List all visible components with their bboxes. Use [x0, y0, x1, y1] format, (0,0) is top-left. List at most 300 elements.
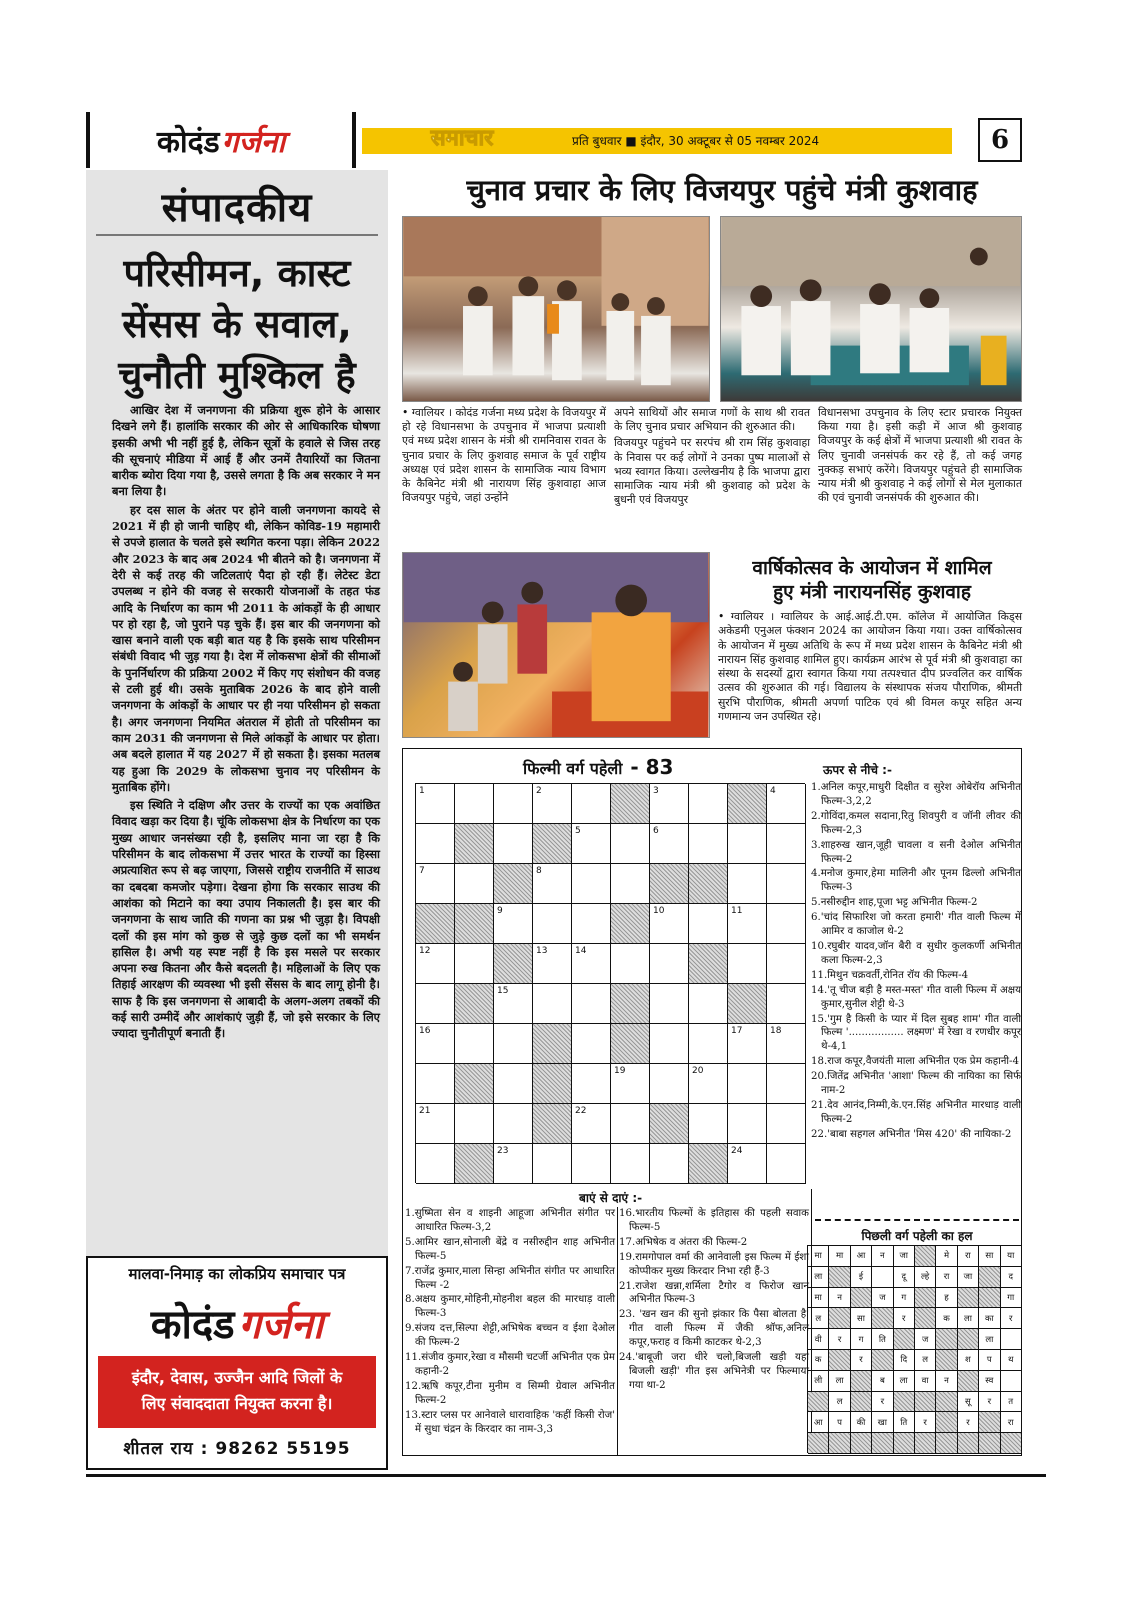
solution-cell: रा: [958, 1246, 979, 1267]
masthead: [86, 112, 1046, 168]
blocked-cell: [958, 1433, 979, 1454]
solution-cell: र: [872, 1392, 893, 1413]
down-clues: [811, 781, 1021, 1143]
solution-cell: या: [1001, 1246, 1022, 1267]
clue-item: 24.'बाबूजी जरा धीरे चलो,बिजली खड़ी यहां बिजली खड़ी' गीत इस अभिनेत्री पर फिल्माया गया था-2: [619, 1352, 809, 1391]
grid-cell[interactable]: [416, 1144, 455, 1184]
blocked-cell: [894, 1433, 915, 1454]
grid-cell[interactable]: [728, 904, 767, 944]
grid-cell[interactable]: [650, 984, 689, 1024]
cell-number: 1: [419, 786, 425, 796]
solution-cell: वा: [915, 1371, 936, 1392]
grid-cell[interactable]: [728, 1104, 767, 1144]
ad-logo: [98, 1294, 376, 1350]
paragraph: इस स्थिति ने दक्षिण और उत्तर के राज्यों का एक अवांछित विवाद खड़ा कर दिया है। चूंकि लोकसभा क्षेत्र के निर्धारण का एक मुख्य आधार जनसंख्या रही है, इसलिए माना जा रहा है कि परिसीमन के बाद लोकसभा में उत्तर भारत के राज्यों का हिस्सा अप्रत्याशित रूप से बढ़ जाएगा, जिससे राष्ट्रीय राजनीति में साउथ का दबदबा कमजोर पड़ेगा। देखना होगा कि सरकार साउथ की आशंका को मिटाने का क्या उपाय निकालती है। इस बार की जनगणना के साथ जाति की गणना का प्रश्न भी जुड़ा है। विपक्षी दलों की इस मांग को कुछ से जुड़े कुछ दलों का भी समर्थन हासिल है। अभी यह स्पष्ट नहीं है कि इस मसले पर सरकार अपना रुख कितना और कैसे बदलती है। महिलाओं के लिए एक तिहाई आरक्षण की व्यवस्था भी इसी सेंसस के बाद लागू होनी है। साफ है कि इस जनगणना से आबादी के अलग-अलग तबकों की कई सारी उम्मीदें और आशंकाएं जुड़ी हैं, जो इसे सरकार के लिए ज्यादा चुनौतीपूर्ण बनाती हैं।: [112, 798, 381, 1041]
grid-cell[interactable]: [494, 824, 533, 864]
clue-item: 3.शाहरुख खान,जूही चावला व सनी देओल अभिनीत फिल्म-2: [811, 839, 1021, 865]
grid-cell[interactable]: [611, 1144, 650, 1184]
grid-cell[interactable]: [572, 984, 611, 1024]
grid-cell[interactable]: [455, 864, 494, 904]
solution-cell: खा: [872, 1412, 893, 1433]
solution-cell: [1001, 1371, 1022, 1392]
clue-item: 15.'गुम है किसी के प्यार में दिल सुबह शाम' गीत वाली फिल्म '................. लक्ष्मण' में रेखा व रणधीर कपूर थे-4,1: [811, 1013, 1021, 1053]
blocked-cell: [872, 1350, 893, 1371]
clue-item: 7.राजेंद्र कुमार,माला सिन्हा अभिनीत संगीत पर आधारित फिल्म -2: [405, 1265, 615, 1291]
blocked-cell: [915, 1246, 936, 1267]
solution-cell: र: [979, 1392, 1000, 1413]
grid-cell[interactable]: [767, 1024, 806, 1064]
blocked-cell: [611, 1024, 650, 1064]
blocked-cell: [808, 1433, 829, 1454]
blocked-cell: [872, 1433, 893, 1454]
blocked-cell: [851, 1371, 872, 1392]
blocked-cell: [829, 1267, 850, 1288]
solution-cell: ज: [915, 1329, 936, 1350]
paragraph: हर दस साल के अंतर पर होने वाली जनगणना कायदे से 2021 में ही हो जानी चाहिए थी, लेकिन कोविड-19 महामारी से उपजे हालात के चलते इसे स्थगित करना पड़ा। लेकिन 2022 और 2023 के बाद अब 2024 भी बीतने को है। जनगणना में देरी से कई तरह की जटिलताएं पैदा हो रही हैं। लेटेस्ट डेटा उपलब्ध न होने की वजह से सरकारी योजनाओं के तहत फंड आदि के निर्धारण का काम भी 2011 के आंकड़ों के ही आधार पर हो रहा है, जो पुराने पड़ चुके हैं। इस बार की जनगणना को खास बनाने वाली एक बड़ी बात यह है कि इसके साथ परिसीमन संबंधी विवाद भी जुड़ गया है। देश में लोकसभा क्षेत्रों की सीमाओं के पुनर्निर्धारण की प्रक्रिया 2002 में किए गए संशोधन की वजह से टली हुई थी। उसके मुताबिक 2026 के बाद होने वाली जनगणना के आंकड़ों के आधार पर ही नया परिसीमन हो सकता है। अगर जनगणना नियमित अंतराल में होती तो परिसीमन का काम 2031 की जनगणना से मिले आंकड़ों के आधार पर होता। अब बदले हालात में यह 2027 में हो सकता है। इसका मतलब यह हुआ कि 2029 के लोकसभा चुनाव नए परिसीमन के मुताबिक होंगे।: [112, 502, 380, 794]
blocked-cell: [894, 1392, 915, 1413]
blocked-cell: [689, 944, 728, 984]
blocked-cell: [533, 1064, 572, 1104]
paragraph: अपने साथियों और समाज गणों के साथ श्री रावत के लिए चुनाव प्रचार अभियान की शुरुआत की।: [614, 406, 810, 434]
blocked-cell: [650, 1104, 689, 1144]
grid-cell[interactable]: [533, 984, 572, 1024]
grid-cell[interactable]: [455, 784, 494, 824]
blocked-cell: [611, 904, 650, 944]
clue-item: 6.'चांद सिफारिश जो करता हमारी' गीत वाली फिल्म में आमिर व काजोल थे-2: [811, 912, 1021, 938]
grid-cell[interactable]: [650, 944, 689, 984]
grid-cell[interactable]: [494, 1104, 533, 1144]
solution-cell: सू: [958, 1392, 979, 1413]
solution-cell: प: [829, 1412, 850, 1433]
solution-cell: सा: [851, 1308, 872, 1329]
grid-cell[interactable]: [767, 864, 806, 904]
solution-cell: र: [958, 1412, 979, 1433]
blocked-cell: [455, 904, 494, 944]
clue-item: 11.मिथुन चक्रवर्ती,रोनित रॉय की फिल्म-4: [811, 969, 969, 981]
cell-number: 5: [575, 826, 581, 836]
story-headline[interactable]: [722, 556, 1022, 604]
photo-figures: [403, 553, 709, 737]
story-column: [614, 406, 810, 509]
clue-item: 10.रघुबीर यादव,जॉन बैरी व सुधीर कुलकर्णी अभिनीत कला फिल्म-2,3: [811, 940, 1021, 966]
paragraph: • ग्वालियर । कोदंड गर्जना मध्य प्रदेश के विजयपुर में हो रहे विधानसभा के उपचुनाव में भाजपा प्रत्याशी एवं मध्य प्रदेश शासन के मंत्री श्री रामनिवास रावत के चुनाव प्रचार के लिए कुशवाह समाज के पूर्व राष्ट्रीय अध्यक्ष एवं प्रदेश शासन के सामाजिक न्याय विभाग के कैबिनेट मंत्री श्री नारायण सिंह कुशवाहा आज विजयपुर पहुंचे, जहां उन्होंने: [402, 406, 606, 505]
grid-cell[interactable]: [416, 864, 455, 904]
cell-number: 6: [653, 826, 659, 836]
grid-cell[interactable]: [728, 1144, 767, 1184]
grid-cell[interactable]: [416, 944, 455, 984]
blocked-cell: [958, 1329, 979, 1350]
logo-text-right: गर्जना: [238, 1301, 324, 1348]
grid-cell[interactable]: [611, 944, 650, 984]
logo-text-left: कोदंड: [150, 1301, 235, 1348]
advertisement[interactable]: [86, 1256, 388, 1470]
solution-cell: प: [979, 1350, 1000, 1371]
blocked-cell: [689, 864, 728, 904]
cell-number: 11: [731, 906, 743, 916]
page-number: 6: [978, 118, 1022, 162]
grid-cell[interactable]: [572, 904, 611, 944]
blocked-cell: [494, 944, 533, 984]
solution-cell: मा: [808, 1288, 829, 1309]
blocked-cell: [936, 1412, 957, 1433]
blocked-cell: [689, 1144, 728, 1184]
grid-cell[interactable]: [572, 1024, 611, 1064]
blocked-cell: [533, 824, 572, 864]
solution-cell: का: [979, 1308, 1000, 1329]
grid-cell[interactable]: [494, 1024, 533, 1064]
solution-cell: आ: [851, 1246, 872, 1267]
solution-cell: ल: [808, 1308, 829, 1329]
solution-cell: र: [1001, 1308, 1022, 1329]
grid-cell[interactable]: [728, 864, 767, 904]
grid-cell[interactable]: [494, 1064, 533, 1104]
across-clues: [619, 1207, 809, 1394]
grid-cell[interactable]: [494, 784, 533, 824]
grid-cell[interactable]: [728, 944, 767, 984]
grid-cell[interactable]: [650, 784, 689, 824]
clue-item: 13.स्टार प्लस पर आनेवाले धारावाहिक 'कहीं किसी रोज' में सुधा चंद्रन के किरदार का नाम-3,3: [405, 1409, 615, 1435]
grid-cell[interactable]: [455, 944, 494, 984]
solution-cell: सा: [979, 1246, 1000, 1267]
grid-cell[interactable]: [572, 1104, 611, 1144]
clue-item: 5.नसीरुद्दीन शाह,पूजा भट्ट अभिनीत फिल्म-2: [811, 897, 978, 909]
cell-number: 9: [497, 906, 503, 916]
grid-cell[interactable]: [572, 1144, 611, 1184]
solution-cell: मा: [808, 1246, 829, 1267]
solution-cell: रा: [936, 1267, 957, 1288]
solution-cell: ल: [915, 1350, 936, 1371]
cell-number: 23: [497, 1146, 509, 1156]
blocked-cell: [915, 1392, 936, 1413]
cell-number: 18: [770, 1026, 782, 1036]
blocked-cell: [533, 1104, 572, 1144]
solution-cell: न: [936, 1371, 957, 1392]
cell-number: 24: [731, 1146, 743, 1156]
cell-number: 21: [419, 1106, 431, 1116]
blocked-cell: [494, 864, 533, 904]
ad-contact: शीतल राय : 98262 55195: [123, 1439, 351, 1459]
solution-cell: ला: [894, 1371, 915, 1392]
blocked-cell: [611, 784, 650, 824]
blocked-cell: [851, 1392, 872, 1413]
solution-cell: त: [1001, 1392, 1022, 1413]
solution-cell: ल्हे: [915, 1267, 936, 1288]
photo-figures: [403, 217, 709, 401]
solution-cell: दू: [894, 1267, 915, 1288]
puzzle-title: [523, 755, 673, 779]
grid-cell[interactable]: [416, 984, 455, 1024]
header-band: [362, 128, 952, 154]
across-clues-title: बाएं से दाएं :-: [579, 1191, 643, 1205]
grid-cell[interactable]: [611, 864, 650, 904]
solution-cell: रा: [1001, 1412, 1022, 1433]
solution-cell: आ: [808, 1412, 829, 1433]
grid-cell[interactable]: [416, 824, 455, 864]
blocked-cell: [958, 1371, 979, 1392]
grid-cell[interactable]: [689, 1104, 728, 1144]
grid-cell[interactable]: [728, 1064, 767, 1104]
headline-line: चुनौती मुश्किल है: [118, 353, 356, 397]
solution-cell: [1001, 1329, 1022, 1350]
cell-number: 20: [692, 1066, 704, 1076]
grid-cell[interactable]: [572, 864, 611, 904]
blocked-cell: [915, 1308, 936, 1329]
blocked-cell: [455, 984, 494, 1024]
grid-cell[interactable]: [689, 904, 728, 944]
grid-cell[interactable]: [611, 824, 650, 864]
grid-cell[interactable]: [533, 1144, 572, 1184]
grid-cell[interactable]: [611, 1104, 650, 1144]
paragraph: आखिर देश में जनगणना की प्रक्रिया शुरू होने के आसार दिखने लगे हैं। हालांकि सरकार की ओर से आधिकारिक घोषणा इसकी अभी भी नहीं हुई है, लेकिन सूत्रों के हवाले से जिस तरह की सूचनाएं मीडिया में आई हैं और उनमें तैयारियों का जितना बारीक ब्योरा दिया गया है, उससे लगता है कि अब सरकार ने मन बना लिया है।: [112, 403, 380, 499]
blocked-cell: [979, 1267, 1000, 1288]
grid-cell[interactable]: [767, 944, 806, 984]
blocked-cell: [650, 864, 689, 904]
grid-cell[interactable]: [572, 1064, 611, 1104]
grid-cell[interactable]: [689, 1064, 728, 1104]
blocked-cell: [851, 1433, 872, 1454]
news-photo: [402, 552, 710, 738]
cell-number: 12: [419, 946, 431, 956]
solution-cell: स्व: [979, 1371, 1000, 1392]
grid-cell[interactable]: [416, 784, 455, 824]
story-body: • ग्वालियर । ग्वालियर के आई.आई.टी.एम. कॉलेज में आयोजित किड्स अकेडमी एनुअल फंक्शन 2024 का आयोजन किया गया। उक्त वार्षिकोत्सव के आयोजन में मुख्य अतिथि के रूप में मध्य प्रदेश शासन के कैबिनेट मंत्री श्री नारायन सिंह कुशवाह शामिल हुए। कार्यक्रम आरंभ से पूर्व मंत्री श्री कुशवाहा का संस्था के सदस्यों द्वारा स्वागत किया गया तत्पश्चात दीप प्रज्वलित कर वार्षिक उत्सव की शुरुआत की गई। विद्यालय के संस्थापक संजय पौराणिक, श्रीमती सुरभि पौराणिक, श्रीमती अपर्णा पाटिक एवं श्री विमल कपूर सहित अन्य गणमान्य जन उपस्थित रहे।: [718, 610, 1022, 724]
news-photo: [720, 216, 1022, 402]
blocked-cell: [936, 1329, 957, 1350]
solution-cell: ला: [829, 1371, 850, 1392]
grid-cell[interactable]: [533, 864, 572, 904]
solution-cell: जा: [958, 1267, 979, 1288]
clue-item: 2.गोविंदा,कमल सदाना,रितु शिवपुरी व जॉनी लीवर की फिल्म-2,3: [811, 810, 1021, 836]
solution-cell: थ: [1001, 1350, 1022, 1371]
clue-item: 9.संजय दत्त,सिल्पा शेट्टी,अभिषेक बच्चन व ईशा देओल की फिल्म-2: [405, 1323, 615, 1349]
solution-cell: ज: [872, 1288, 893, 1309]
grid-cell[interactable]: [767, 1144, 806, 1184]
newspaper-logo[interactable]: [86, 112, 356, 168]
headline-line: परिसीमन, कास्ट: [123, 251, 351, 295]
cell-number: 4: [770, 786, 776, 796]
blocked-cell: [894, 1329, 915, 1350]
blocked-cell: [455, 824, 494, 864]
solution-cell: ब: [872, 1371, 893, 1392]
grid-cell[interactable]: [494, 984, 533, 1024]
grid-cell[interactable]: [767, 824, 806, 864]
section-label: समाचार: [430, 126, 494, 151]
grid-cell[interactable]: [533, 784, 572, 824]
grid-cell[interactable]: [767, 784, 806, 824]
across-clues: [405, 1207, 615, 1438]
blocked-cell: [728, 984, 767, 1024]
blocked-cell: [829, 1350, 850, 1371]
solution-cell: की: [851, 1412, 872, 1433]
divider: [617, 1207, 618, 1455]
logo-text-right: गर्जना: [221, 124, 286, 160]
solution-cell: मे: [936, 1246, 957, 1267]
paragraph: विजयपुर पहुंचने पर सरपंच श्री राम सिंह कुशवाहा के निवास पर कई लोगों ने उनका पुष्प मालाओं से भव्य स्वागत किया। उल्लेखनीय है कि भाजपा द्वारा सामाजिक न्याय मंत्री श्री कुशवाह को प्रदेश के बुधनी एवं विजयपुर: [614, 436, 810, 507]
grid-cell[interactable]: [767, 904, 806, 944]
grid-cell[interactable]: [572, 944, 611, 984]
cell-number: 2: [536, 786, 542, 796]
solution-cell: ला: [958, 1308, 979, 1329]
solution-cell: ति: [894, 1412, 915, 1433]
solution-cell: ला: [979, 1329, 1000, 1350]
blocked-cell: [872, 1308, 893, 1329]
clue-item: 19.रामगोपाल वर्मा की आनेवाली इस फिल्म में ईशा कोप्पीकर मुख्य किरदार निभा रही हैं-3: [619, 1251, 809, 1277]
grid-cell[interactable]: [455, 1104, 494, 1144]
previous-solution-title: पिछली वर्ग पहेली का हल: [861, 1229, 973, 1243]
story-column: [402, 406, 606, 507]
headline-line: वार्षिकोत्सव के आयोजन में शामिल: [752, 557, 992, 579]
cell-number: 14: [575, 946, 587, 956]
grid-cell[interactable]: [494, 1144, 533, 1184]
grid-cell[interactable]: [416, 1024, 455, 1064]
grid-cell[interactable]: [416, 1064, 455, 1104]
ad-callout-line: इंदौर, देवास, उज्जैन आदि जिलों के: [131, 1368, 343, 1387]
blocked-cell: [851, 1288, 872, 1309]
grid-cell[interactable]: [416, 1104, 455, 1144]
blocked-cell: [915, 1433, 936, 1454]
clue-item: 21.देव आनंद,निम्मी,के.एन.सिंह अभिनीत मारधाड़ वाली फिल्म-2: [811, 1099, 1021, 1125]
solution-cell: क: [936, 1308, 957, 1329]
page-bottom-rule: [86, 1474, 1046, 1477]
solution-cell: र: [851, 1350, 872, 1371]
blocked-cell: [611, 984, 650, 1024]
solution-cell: श: [958, 1350, 979, 1371]
clue-item: 12.ऋषि कपूर,टीना मुनीम व सिम्मी ग्रेवाल अभिनीत फिल्म-2: [405, 1380, 615, 1406]
blocked-cell: [416, 904, 455, 944]
clue-item: 17.अभिषेक व अंतरा की फिल्म-2: [619, 1236, 748, 1248]
cell-number: 13: [536, 946, 548, 956]
previous-solution-grid: [807, 1245, 1021, 1453]
grid-cell[interactable]: [572, 784, 611, 824]
solution-cell: जा: [894, 1246, 915, 1267]
news-photo: [402, 216, 710, 402]
grid-cell[interactable]: [650, 1024, 689, 1064]
headline-line: हुए मंत्री नारायनसिंह कुशवाह: [773, 581, 971, 603]
clue-item: 1.अनिल कपूर,माधुरी दिक्षीत व सुरेश ओबेरॉय अभिनीत फिल्म-3,2,2: [811, 782, 1021, 807]
grid-cell[interactable]: [650, 1064, 689, 1104]
story-headline[interactable]: चुनाव प्रचार के लिए विजयपुर पहुंचे मंत्री कुशवाह: [466, 173, 978, 207]
cell-number: 15: [497, 986, 509, 996]
grid-cell[interactable]: [650, 824, 689, 864]
solution-cell: न: [872, 1246, 893, 1267]
grid-cell[interactable]: [689, 784, 728, 824]
grid-cell[interactable]: [533, 944, 572, 984]
story-column: [818, 406, 1022, 507]
solution-cell: क: [808, 1350, 829, 1371]
solution-cell: ति: [872, 1329, 893, 1350]
down-clues-title: ऊपर से नीचे :-: [823, 763, 892, 777]
ad-callout: [98, 1356, 376, 1428]
dateline: प्रति बुधवार ■ इंदौर, 30 अक्टूबर से 05 नवम्बर 2024: [572, 134, 820, 148]
cell-number: 19: [614, 1066, 626, 1076]
logo-text-left: कोदंड: [156, 124, 220, 160]
grid-cell[interactable]: [767, 1104, 806, 1144]
clue-item: 18.राज कपूर,वैजयंती माला अभिनीत एक प्रेम कहानी-4: [811, 1056, 1019, 1068]
blocked-cell: [915, 1288, 936, 1309]
solution-cell: र: [829, 1329, 850, 1350]
grid-cell[interactable]: [689, 1024, 728, 1064]
grid-cell[interactable]: [767, 984, 806, 1024]
grid-cell[interactable]: [572, 824, 611, 864]
grid-cell[interactable]: [650, 1144, 689, 1184]
grid-cell[interactable]: [728, 824, 767, 864]
solution-cell: वी: [808, 1329, 829, 1350]
cell-number: 16: [419, 1026, 431, 1036]
ad-tagline: मालवा-निमाड़ का लोकप्रिय समाचार पत्र: [128, 1265, 346, 1283]
blocked-cell: [936, 1433, 957, 1454]
solution-cell: ली: [808, 1371, 829, 1392]
blocked-cell: [455, 1064, 494, 1104]
solution-cell: दि: [894, 1350, 915, 1371]
cell-number: 8: [536, 866, 542, 876]
crossword-puzzle: [402, 748, 1022, 1456]
clue-item: 1.सुष्मिता सेन व शाइनी आहूजा अभिनीत संगीत पर आधारित फिल्म-3,2: [405, 1208, 615, 1233]
blocked-cell: [936, 1350, 957, 1371]
paragraph: विधानसभा उपचुनाव के लिए स्टार प्रचारक नियुक्त किया गया है। इसी कड़ी में आज श्री कुशवाह विजयपुर के कई क्षेत्रों में भाजपा प्रत्याशी श्री रावत के लिए चुनावी जनसंपर्क कर रहे हैं, तो कई जगह नुक्कड़ सभाएं करेंगे। विजयपुर पहुंचते ही सामाजिक न्याय मंत्री श्री कुशवाह ने कई लोगों से मेल मुलाकात की एवं चुनावी जनसंपर्क की शुरुआत की।: [818, 406, 1022, 505]
blocked-cell: [1001, 1433, 1022, 1454]
blocked-cell: [728, 784, 767, 824]
ad-callout-line: लिए संवाददाता नियुक्त करना है।: [141, 1394, 333, 1413]
blocked-cell: [958, 1288, 979, 1309]
editorial-body: [112, 402, 380, 1044]
grid-cell[interactable]: [728, 1024, 767, 1064]
clue-item: 4.मनोज कुमार,हेमा मालिनी और पूनम ढिल्लो अभिनीत फिल्म-3: [811, 868, 1021, 894]
grid-cell[interactable]: [689, 984, 728, 1024]
grid-cell[interactable]: [533, 904, 572, 944]
solution-cell: ला: [808, 1267, 829, 1288]
blocked-cell: [936, 1392, 957, 1413]
solution-cell: ह: [936, 1288, 957, 1309]
blocked-cell: [829, 1308, 850, 1329]
clue-item: 14.'तू चीज बड़ी है मस्त-मस्त' गीत वाली फिल्म में अक्षय कुमार,सुनील शेट्टी थे-3: [811, 984, 1021, 1010]
solution-cell: न: [829, 1288, 850, 1309]
crossword-grid[interactable]: [415, 783, 805, 1183]
headline-line: सेंसस के सवाल,: [122, 302, 352, 346]
cell-number: 22: [575, 1106, 587, 1116]
divider: [96, 234, 378, 236]
clue-item: 8.अक्षय कुमार,मोहिनी,मोहनीश बहल की मारधाड़ वाली फिल्म-3: [405, 1294, 615, 1320]
cell-number: 17: [731, 1026, 743, 1036]
clue-item: 11.संजीव कुमार,रेखा व मौसमी चटर्जी अभिनीत एक प्रेम कहानी-2: [405, 1352, 615, 1377]
grid-cell[interactable]: [767, 1064, 806, 1104]
blocked-cell: [979, 1433, 1000, 1454]
grid-cell[interactable]: [689, 824, 728, 864]
editorial-headline: [86, 248, 388, 401]
solution-cell: ल: [829, 1392, 850, 1413]
solution-cell: मा: [829, 1246, 850, 1267]
clue-item: 23. 'खन खन की सुनो झंकार कि पैसा बोलता है' गीत वाली फिल्म में जैकी श्रॉफ,अनिल कपूर,फराह व किमी काटकर थे-2,3: [619, 1309, 809, 1349]
solution-cell: र: [894, 1308, 915, 1329]
solution-cell: द: [1001, 1267, 1022, 1288]
grid-cell[interactable]: [650, 904, 689, 944]
cell-number: 10: [653, 906, 665, 916]
grid-cell[interactable]: [494, 904, 533, 944]
solution-cell: ग: [894, 1288, 915, 1309]
clue-item: 21.राजेश खन्ना,शर्मिला टैगोर व फिरोज खान अभिनीत फिल्म-3: [619, 1280, 809, 1306]
editorial-label: संपादकीय: [161, 184, 313, 231]
solution-cell: गा: [1001, 1288, 1022, 1309]
blocked-cell: [808, 1392, 829, 1413]
cell-number: 3: [653, 786, 659, 796]
blocked-cell: [979, 1412, 1000, 1433]
photo-figures: [721, 217, 1021, 401]
blocked-cell: [979, 1288, 1000, 1309]
grid-cell[interactable]: [455, 1024, 494, 1064]
blocked-cell: [829, 1433, 850, 1454]
grid-cell[interactable]: [611, 1064, 650, 1104]
divider: [815, 1219, 1019, 1221]
puzzle-number: - 83: [630, 755, 674, 779]
